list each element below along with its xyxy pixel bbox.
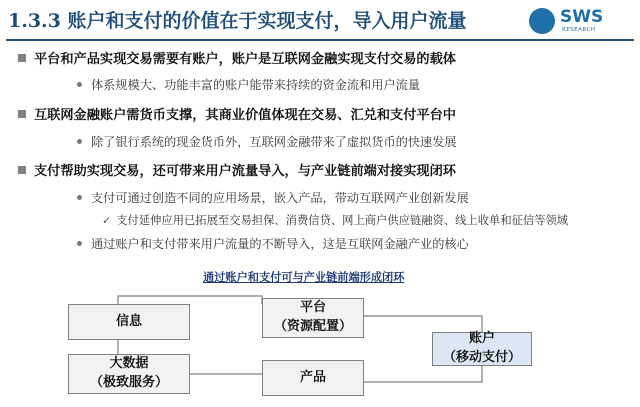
diagram-box-account (432, 332, 532, 366)
bullet-text: 支付可通过创造不同的应用场景，嵌入产品，带动互联网产业创新发展 (91, 191, 469, 205)
diagram-box-product (262, 360, 364, 396)
logo-text: SWS (560, 7, 604, 27)
bullet-text: 通过账户和支付带来用户流量的不断导入，这是互联网金融产业的核心 (91, 237, 469, 251)
box-sublabel: （资源配置） (273, 319, 352, 334)
connector-line (118, 296, 262, 304)
section-heading-text: 支付帮助实现交易，还可带来用户流量导入，与产业链前端对接实现闭环 (34, 164, 456, 179)
diagram-title: 通过账户和支付可与产业链前端形成闭环 (203, 271, 405, 284)
box-label: 平台 (299, 300, 326, 316)
bullet-text: 除了银行系统的现金货币外，互联网金融带来了虚拟货币的快速发展 (91, 135, 457, 149)
diagram-box-bigdata (68, 354, 190, 394)
box-label: 产品 (299, 369, 326, 385)
box-sublabel: （移动支付） (442, 350, 521, 365)
connector-line (362, 316, 482, 332)
box-label: 账户 (468, 331, 495, 347)
section-heading-text: 互联网金融账户需货币支撑，其商业价值体现在交易、汇兑和支付平台中 (34, 108, 456, 123)
slide-title: 1.3.3 账户和支付的价值在于实现支付，导入用户流量 (8, 10, 467, 32)
diagram-box-platform (262, 298, 364, 338)
sub-bullet-text: 支付延伸应用已拓展至交易担保、消费信贷、网上商户供应链融资、线上收单和征信等领域 (116, 214, 569, 227)
bullet-text: 体系规模大、功能丰富的账户能带来持续的资金流和用户流量 (91, 78, 421, 92)
diagram-box-info (68, 304, 190, 340)
section-heading-text: 平台和产品实现交易需要有账户，账户是互联网金融实现支付交易的载体 (34, 52, 456, 67)
checkmark-icon: ✓ (102, 214, 112, 227)
box-label: 大数据 (109, 356, 149, 372)
box-sublabel: （极致服务） (89, 375, 168, 390)
box-label: 信息 (115, 313, 142, 329)
logo-subtitle: RESEARCH (562, 27, 596, 33)
